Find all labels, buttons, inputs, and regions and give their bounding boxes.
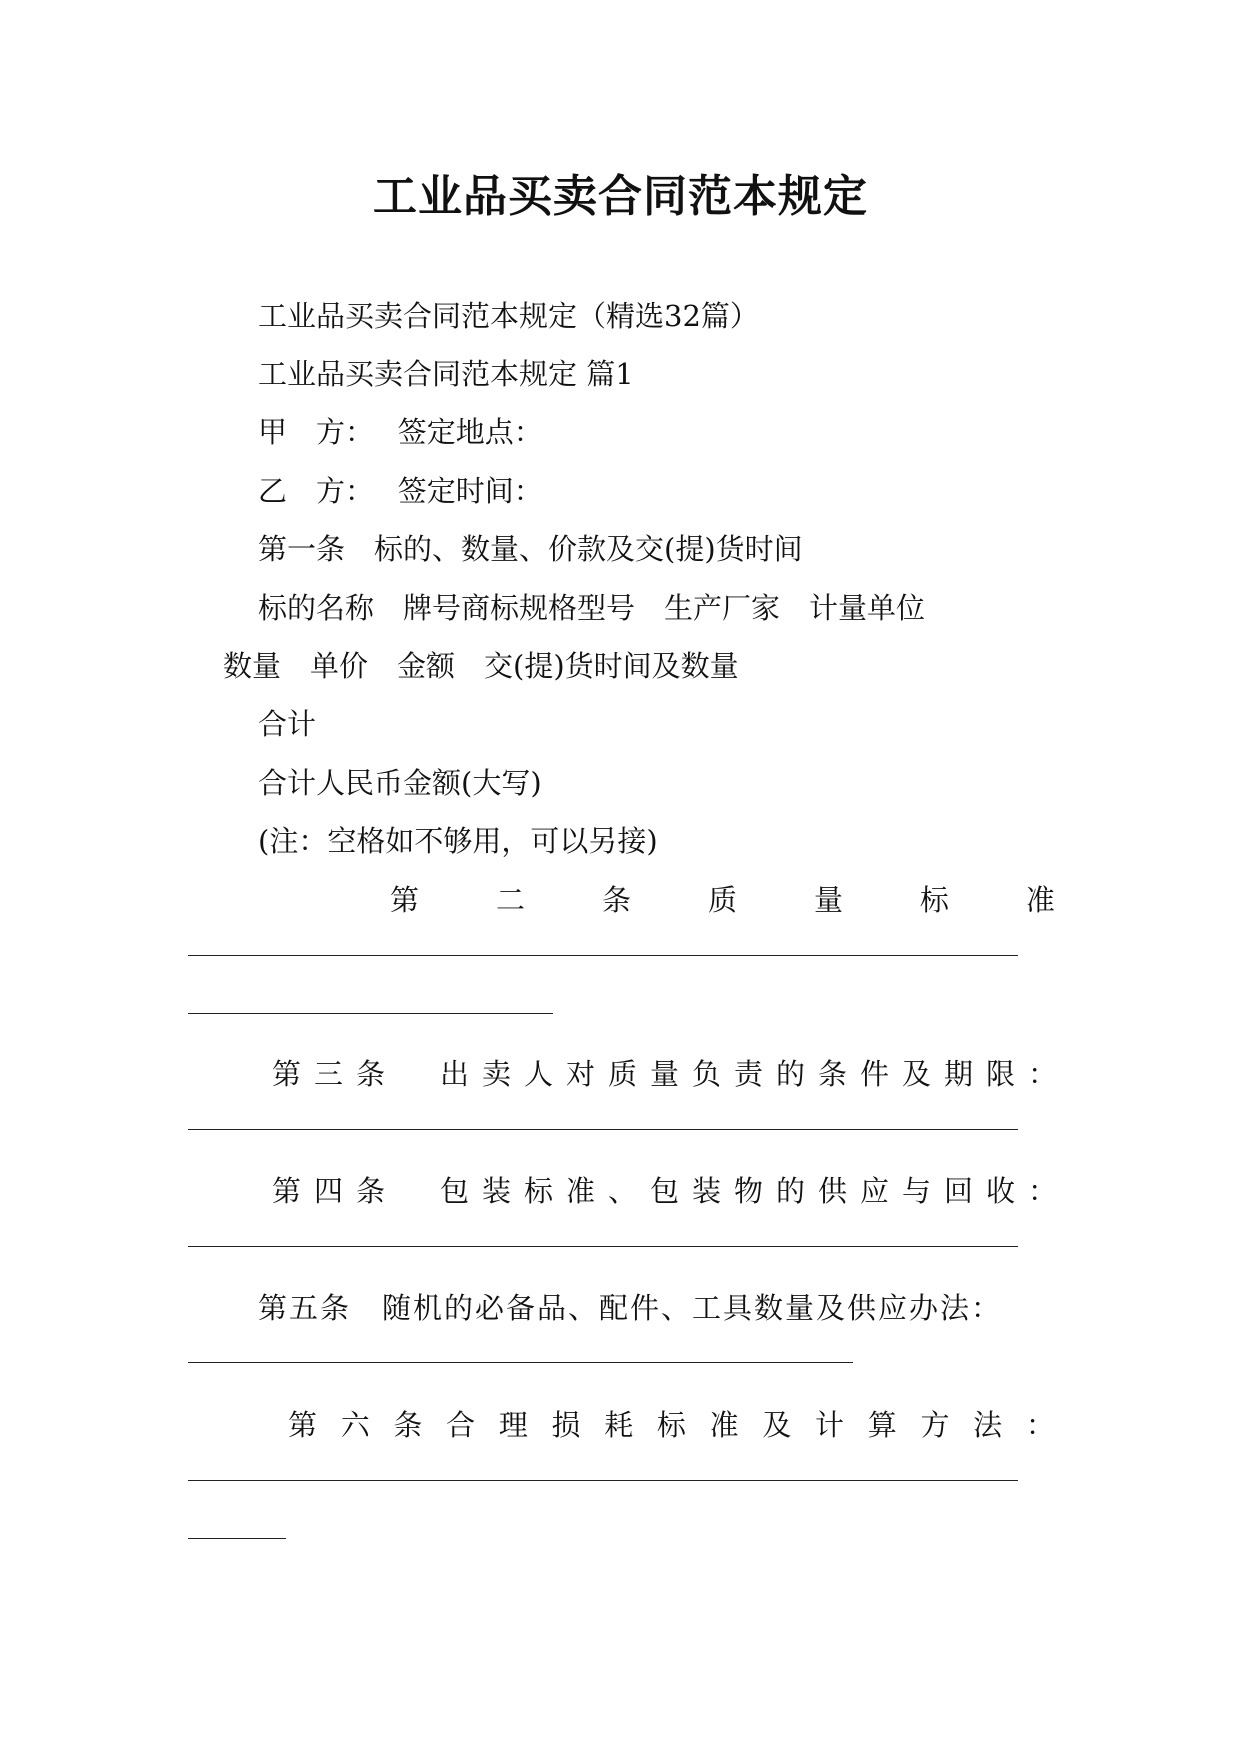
article-6-line <box>288 1405 1055 1445</box>
article-6-char: 合 <box>446 1408 476 1442</box>
table-header-row-2: 数量 单价 金额 交(提)货时间及数量 <box>223 649 739 683</box>
article-6-char: 法 <box>973 1408 1003 1442</box>
article-2-char: 准 <box>1025 883 1055 917</box>
document-title: 工业品买卖合同范本规定 <box>373 171 868 222</box>
article-6-char: 耗 <box>604 1408 634 1442</box>
blank-fill-line <box>188 1538 286 1539</box>
article-6-char: 损 <box>551 1408 581 1442</box>
article-6-char: 第 <box>288 1408 318 1442</box>
article-1-line: 第一条 标的、数量、价款及交(提)货时间 <box>258 532 803 566</box>
article-6-char: 准 <box>709 1408 739 1442</box>
blank-fill-line <box>188 1013 553 1014</box>
note-line: (注：空格如不够用，可以另接) <box>258 824 658 858</box>
article-2-line <box>390 880 1055 920</box>
article-6-char: 方 <box>920 1408 950 1442</box>
table-header-row-1: 标的名称 牌号商标规格型号 生产厂家 计量单位 <box>258 591 926 625</box>
subtitle-line: 工业品买卖合同范本规定（精选32篇） <box>258 299 759 333</box>
blank-fill-line <box>188 1480 1018 1481</box>
blank-fill-line <box>188 1362 853 1363</box>
article-2-char: 第 <box>390 883 420 917</box>
party-b-line: 乙 方： 签定时间： <box>258 474 543 508</box>
blank-fill-line <box>188 1129 1018 1130</box>
article-2-char: 标 <box>919 883 949 917</box>
article-6-char: 六 <box>340 1408 370 1442</box>
article-5-line: 第五条 随机的必备品、配件、工具数量及供应办法： <box>258 1291 1003 1325</box>
article-6-char: 理 <box>498 1408 528 1442</box>
party-a-line: 甲 方： 签定地点： <box>258 415 543 449</box>
blank-fill-line <box>188 1246 1018 1247</box>
article-2-char: 条 <box>601 883 631 917</box>
article-4-line: 第四条 包装标准、包装物的供应与回收： <box>272 1174 1071 1208</box>
total-line: 合计 <box>258 707 317 741</box>
article-6-char: 计 <box>815 1408 845 1442</box>
article-2-char: 量 <box>813 883 843 917</box>
article-6-char: 及 <box>762 1408 792 1442</box>
article-6-char: 算 <box>867 1408 897 1442</box>
article-2-char: 二 <box>495 883 525 917</box>
article-3-line: 第三条 出卖人对质量负责的条件及期限： <box>272 1057 1071 1091</box>
blank-fill-line <box>188 955 1018 956</box>
article-6-char: ： <box>1025 1408 1055 1442</box>
total-rmb-line: 合计人民币金额(大写) <box>258 766 542 800</box>
article-6-char: 标 <box>656 1408 686 1442</box>
section-heading: 工业品买卖合同范本规定 篇1 <box>258 357 634 391</box>
article-6-char: 条 <box>393 1408 423 1442</box>
article-2-char: 质 <box>707 883 737 917</box>
